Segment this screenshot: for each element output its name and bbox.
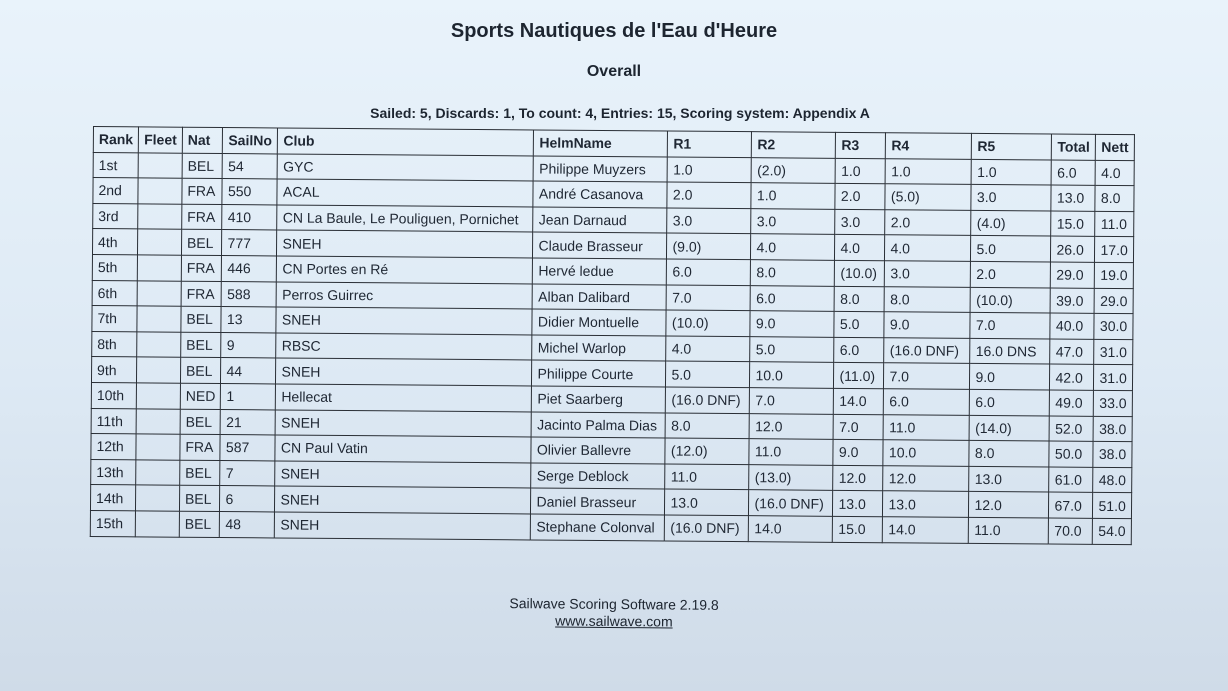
cell-club: SNEH bbox=[276, 307, 532, 335]
cell-nett: 19.0 bbox=[1095, 262, 1133, 288]
cell-r4: 12.0 bbox=[883, 465, 969, 491]
cell-sailno: 410 bbox=[222, 204, 277, 230]
cell-helmname: Daniel Brasseur bbox=[531, 488, 665, 515]
cell-club: CN Paul Vatin bbox=[275, 435, 531, 463]
cell-helmname: Didier Montuelle bbox=[532, 309, 666, 336]
cell-r4: 6.0 bbox=[884, 389, 970, 415]
col-header-nat: Nat bbox=[182, 127, 223, 153]
cell-r5: 7.0 bbox=[970, 313, 1050, 339]
cell-r2: 11.0 bbox=[749, 439, 833, 465]
cell-helmname: Hervé ledue bbox=[533, 258, 667, 285]
cell-r2: 3.0 bbox=[751, 208, 835, 234]
cell-r1: 1.0 bbox=[668, 157, 752, 183]
cell-fleet bbox=[138, 255, 182, 281]
series-summary: Sailed: 5, Discards: 1, To count: 4, Entries: 15, Scoring system: Appendix A bbox=[370, 105, 870, 121]
cell-sailno: 13 bbox=[221, 307, 276, 333]
cell-nett: 48.0 bbox=[1093, 467, 1131, 493]
cell-helmname: Olivier Ballevre bbox=[531, 437, 665, 464]
cell-r5: 2.0 bbox=[971, 261, 1051, 287]
cell-total: 61.0 bbox=[1049, 467, 1093, 493]
cell-r1: (10.0) bbox=[666, 310, 750, 336]
cell-rank: 3rd bbox=[93, 203, 138, 229]
cell-sailno: 21 bbox=[221, 409, 276, 435]
cell-helmname: Jacinto Palma Dias bbox=[532, 411, 666, 438]
cell-fleet bbox=[137, 280, 181, 306]
results-table bbox=[90, 126, 1135, 545]
cell-r1: 13.0 bbox=[665, 489, 749, 515]
cell-r5: (10.0) bbox=[971, 287, 1051, 313]
cell-helmname: Philippe Muyzers bbox=[534, 156, 668, 183]
cell-r5: (4.0) bbox=[971, 210, 1051, 236]
cell-club: ACAL bbox=[277, 179, 533, 207]
cell-fleet bbox=[136, 485, 180, 511]
cell-total: 52.0 bbox=[1050, 416, 1094, 442]
cell-r4: (5.0) bbox=[885, 184, 971, 210]
cell-r2: 12.0 bbox=[750, 413, 834, 439]
cell-nat: BEL bbox=[180, 358, 221, 384]
cell-r3: 15.0 bbox=[833, 516, 883, 542]
cell-rank: 12th bbox=[91, 434, 136, 460]
cell-total: 15.0 bbox=[1051, 211, 1095, 237]
cell-helmname: Philippe Courte bbox=[532, 360, 666, 387]
cell-r2: 8.0 bbox=[751, 260, 835, 286]
col-header-r1: R1 bbox=[668, 131, 752, 157]
cell-r4: 8.0 bbox=[885, 286, 971, 312]
cell-helmname: Michel Warlop bbox=[532, 335, 666, 362]
cell-total: 39.0 bbox=[1051, 288, 1095, 314]
cell-rank: 15th bbox=[90, 510, 135, 536]
cell-helmname: Piet Saarberg bbox=[532, 386, 666, 413]
cell-r2: 10.0 bbox=[750, 362, 834, 388]
cell-club: SNEH bbox=[277, 230, 533, 258]
cell-r3: 6.0 bbox=[834, 337, 884, 363]
col-header-r5: R5 bbox=[972, 133, 1052, 159]
cell-r1: 4.0 bbox=[666, 336, 750, 362]
cell-fleet bbox=[138, 229, 182, 255]
cell-sailno: 9 bbox=[221, 332, 276, 358]
cell-sailno: 7 bbox=[220, 460, 275, 486]
cell-r4: 1.0 bbox=[886, 158, 972, 184]
cell-helmname: Alban Dalibard bbox=[533, 284, 667, 311]
cell-nat: BEL bbox=[181, 306, 222, 332]
cell-nett: 8.0 bbox=[1095, 186, 1133, 212]
cell-total: 29.0 bbox=[1051, 262, 1095, 288]
cell-club: GYC bbox=[278, 154, 534, 182]
cell-nett: 29.0 bbox=[1095, 288, 1133, 314]
cell-nat: BEL bbox=[181, 230, 222, 256]
cell-r2: 9.0 bbox=[750, 311, 834, 337]
cell-fleet bbox=[137, 306, 181, 332]
cell-r4: 3.0 bbox=[885, 261, 971, 287]
cell-sailno: 588 bbox=[222, 281, 277, 307]
cell-r3: 4.0 bbox=[835, 235, 885, 261]
cell-club: SNEH bbox=[276, 409, 532, 437]
cell-club: SNEH bbox=[275, 512, 531, 540]
sailwave-link[interactable]: www.sailwave.com bbox=[555, 612, 673, 630]
cell-fleet bbox=[137, 332, 181, 358]
cell-r4: 13.0 bbox=[883, 491, 969, 517]
cell-rank: 4th bbox=[92, 229, 137, 255]
cell-r1: (16.0 DNF) bbox=[665, 515, 749, 541]
cell-nat: BEL bbox=[179, 511, 220, 537]
cell-nett: 31.0 bbox=[1094, 339, 1132, 365]
cell-r4: 4.0 bbox=[885, 235, 971, 261]
cell-sailno: 1 bbox=[221, 383, 276, 409]
cell-total: 50.0 bbox=[1049, 441, 1093, 467]
cell-fleet bbox=[136, 511, 180, 537]
cell-r1: 2.0 bbox=[667, 182, 751, 208]
cell-r4: 11.0 bbox=[884, 414, 970, 440]
cell-total: 49.0 bbox=[1050, 390, 1094, 416]
cell-rank: 13th bbox=[91, 459, 136, 485]
cell-fleet bbox=[138, 178, 182, 204]
col-header-helmname: HelmName bbox=[534, 130, 668, 157]
table-body bbox=[90, 152, 1134, 544]
cell-r1: 5.0 bbox=[666, 361, 750, 387]
cell-sailno: 54 bbox=[223, 153, 278, 179]
cell-r4: 7.0 bbox=[884, 363, 970, 389]
cell-fleet bbox=[137, 383, 181, 409]
cell-sailno: 6 bbox=[220, 486, 275, 512]
cell-r5: 8.0 bbox=[969, 441, 1049, 467]
cell-rank: 8th bbox=[92, 331, 137, 357]
cell-r2: (13.0) bbox=[749, 464, 833, 490]
cell-r5: 9.0 bbox=[970, 364, 1050, 390]
cell-nat: FRA bbox=[182, 178, 223, 204]
cell-nett: 38.0 bbox=[1093, 441, 1131, 467]
cell-r2: 4.0 bbox=[751, 234, 835, 260]
cell-r3: 14.0 bbox=[834, 388, 884, 414]
col-header-r4: R4 bbox=[886, 133, 972, 159]
cell-r5: 13.0 bbox=[969, 466, 1049, 492]
cell-nett: 31.0 bbox=[1094, 365, 1132, 391]
cell-nett: 11.0 bbox=[1095, 211, 1133, 237]
cell-nat: NED bbox=[180, 383, 221, 409]
cell-r5: 1.0 bbox=[972, 159, 1052, 185]
cell-nett: 17.0 bbox=[1095, 237, 1133, 263]
cell-r1: 3.0 bbox=[667, 208, 751, 234]
cell-nett: 33.0 bbox=[1094, 390, 1132, 416]
cell-sailno: 777 bbox=[222, 230, 277, 256]
cell-r1: 7.0 bbox=[667, 285, 751, 311]
cell-r4: 10.0 bbox=[883, 440, 969, 466]
cell-r3: 1.0 bbox=[836, 158, 886, 184]
cell-sailno: 48 bbox=[220, 511, 275, 537]
cell-r3: 9.0 bbox=[833, 439, 883, 465]
cell-rank: 1st bbox=[93, 152, 138, 178]
cell-r3: (10.0) bbox=[835, 260, 885, 286]
cell-r5: 6.0 bbox=[970, 389, 1050, 415]
cell-r3: 8.0 bbox=[835, 286, 885, 312]
cell-r3: 12.0 bbox=[833, 465, 883, 491]
cell-helmname: Stephane Colonval bbox=[531, 514, 665, 541]
col-header-rank: Rank bbox=[93, 127, 138, 153]
cell-helmname: Jean Darnaud bbox=[533, 207, 667, 234]
cell-club: RBSC bbox=[276, 333, 532, 361]
col-header-fleet: Fleet bbox=[139, 127, 183, 153]
cell-nat: FRA bbox=[181, 255, 222, 281]
col-header-total: Total bbox=[1052, 134, 1096, 160]
cell-nat: BEL bbox=[180, 460, 221, 486]
page-subtitle: Overall bbox=[586, 63, 642, 80]
cell-r3: 13.0 bbox=[833, 491, 883, 517]
cell-nat: FRA bbox=[180, 434, 221, 460]
cell-sailno: 44 bbox=[221, 358, 276, 384]
cell-nett: 51.0 bbox=[1093, 493, 1131, 519]
cell-r2: 5.0 bbox=[750, 336, 834, 362]
cell-r2: (16.0 DNF) bbox=[749, 490, 833, 516]
cell-nat: BEL bbox=[182, 153, 223, 179]
cell-r4: 14.0 bbox=[883, 517, 969, 543]
cell-nat: FRA bbox=[181, 281, 222, 307]
cell-fleet bbox=[137, 357, 181, 383]
cell-nat: BEL bbox=[181, 332, 222, 358]
cell-rank: 7th bbox=[92, 306, 137, 332]
cell-nat: BEL bbox=[180, 409, 221, 435]
cell-r5: (14.0) bbox=[970, 415, 1050, 441]
cell-r1: 6.0 bbox=[667, 259, 751, 285]
cell-r1: (9.0) bbox=[667, 233, 751, 259]
cell-r3: 5.0 bbox=[834, 311, 884, 337]
cell-club: SNEH bbox=[275, 486, 531, 514]
cell-r2: 14.0 bbox=[749, 516, 833, 542]
cell-r3: (11.0) bbox=[834, 363, 884, 389]
cell-sailno: 550 bbox=[222, 179, 277, 205]
cell-rank: 2nd bbox=[93, 178, 138, 204]
cell-nett: 4.0 bbox=[1096, 160, 1134, 186]
cell-fleet bbox=[136, 460, 180, 486]
cell-fleet bbox=[136, 408, 180, 434]
cell-club: SNEH bbox=[276, 358, 532, 386]
cell-nett: 54.0 bbox=[1093, 518, 1131, 544]
cell-r1: 11.0 bbox=[665, 464, 749, 490]
cell-r2: (2.0) bbox=[752, 157, 836, 183]
cell-r4: (16.0 DNF) bbox=[884, 337, 970, 363]
cell-r5: 16.0 DNS bbox=[970, 338, 1050, 364]
cell-total: 40.0 bbox=[1050, 313, 1094, 339]
cell-r1: (16.0 DNF) bbox=[666, 387, 750, 413]
cell-rank: 10th bbox=[91, 382, 136, 408]
col-header-r3: R3 bbox=[836, 132, 886, 158]
cell-helmname: Serge Deblock bbox=[531, 463, 665, 490]
cell-total: 47.0 bbox=[1050, 339, 1094, 365]
cell-total: 67.0 bbox=[1049, 492, 1093, 518]
cell-total: 26.0 bbox=[1051, 236, 1095, 262]
cell-sailno: 587 bbox=[220, 435, 275, 461]
cell-r5: 11.0 bbox=[969, 517, 1049, 543]
cell-total: 6.0 bbox=[1052, 160, 1096, 186]
cell-fleet bbox=[136, 434, 180, 460]
cell-total: 70.0 bbox=[1049, 518, 1093, 544]
cell-r1: 8.0 bbox=[666, 413, 750, 439]
cell-club: Hellecat bbox=[276, 384, 532, 412]
software-credit: Sailwave Scoring Software 2.19.8 bbox=[509, 595, 719, 613]
cell-total: 42.0 bbox=[1050, 364, 1094, 390]
cell-helmname: André Casanova bbox=[533, 181, 667, 208]
cell-r4: 9.0 bbox=[884, 312, 970, 338]
page-title: Sports Nautiques de l'Eau d'Heure bbox=[450, 20, 778, 42]
cell-nett: 38.0 bbox=[1094, 416, 1132, 442]
cell-club: Perros Guirrec bbox=[277, 282, 533, 310]
col-header-club: Club bbox=[278, 128, 534, 156]
cell-nat: FRA bbox=[182, 204, 223, 230]
cell-r5: 12.0 bbox=[969, 492, 1049, 518]
col-header-sailno: SailNo bbox=[223, 128, 278, 154]
cell-fleet bbox=[138, 204, 182, 230]
cell-fleet bbox=[138, 152, 182, 178]
cell-r2: 6.0 bbox=[751, 285, 835, 311]
cell-r3: 2.0 bbox=[835, 184, 885, 210]
cell-r5: 3.0 bbox=[971, 185, 1051, 211]
cell-r2: 1.0 bbox=[751, 183, 835, 209]
col-header-r2: R2 bbox=[752, 132, 836, 158]
cell-r4: 2.0 bbox=[885, 210, 971, 236]
cell-rank: 9th bbox=[91, 357, 136, 383]
cell-total: 13.0 bbox=[1051, 185, 1095, 211]
cell-rank: 11th bbox=[91, 408, 136, 434]
cell-sailno: 446 bbox=[222, 255, 277, 281]
cell-rank: 6th bbox=[92, 280, 137, 306]
footer bbox=[0, 591, 1228, 635]
cell-nett: 30.0 bbox=[1094, 314, 1132, 340]
cell-helmname: Claude Brasseur bbox=[533, 232, 667, 259]
results-table-wrapper bbox=[90, 126, 1135, 545]
cell-r3: 3.0 bbox=[835, 209, 885, 235]
cell-club: CN Portes en Ré bbox=[277, 256, 533, 284]
cell-club: SNEH bbox=[275, 461, 531, 489]
cell-r5: 5.0 bbox=[971, 236, 1051, 262]
cell-club: CN La Baule, Le Pouliguen, Pornichet bbox=[277, 205, 533, 233]
cell-r1: (12.0) bbox=[665, 438, 749, 464]
cell-rank: 14th bbox=[90, 485, 135, 511]
cell-r2: 7.0 bbox=[750, 388, 834, 414]
col-header-nett: Nett bbox=[1096, 134, 1134, 160]
cell-rank: 5th bbox=[92, 254, 137, 280]
cell-r3: 7.0 bbox=[834, 414, 884, 440]
cell-nat: BEL bbox=[179, 486, 220, 512]
